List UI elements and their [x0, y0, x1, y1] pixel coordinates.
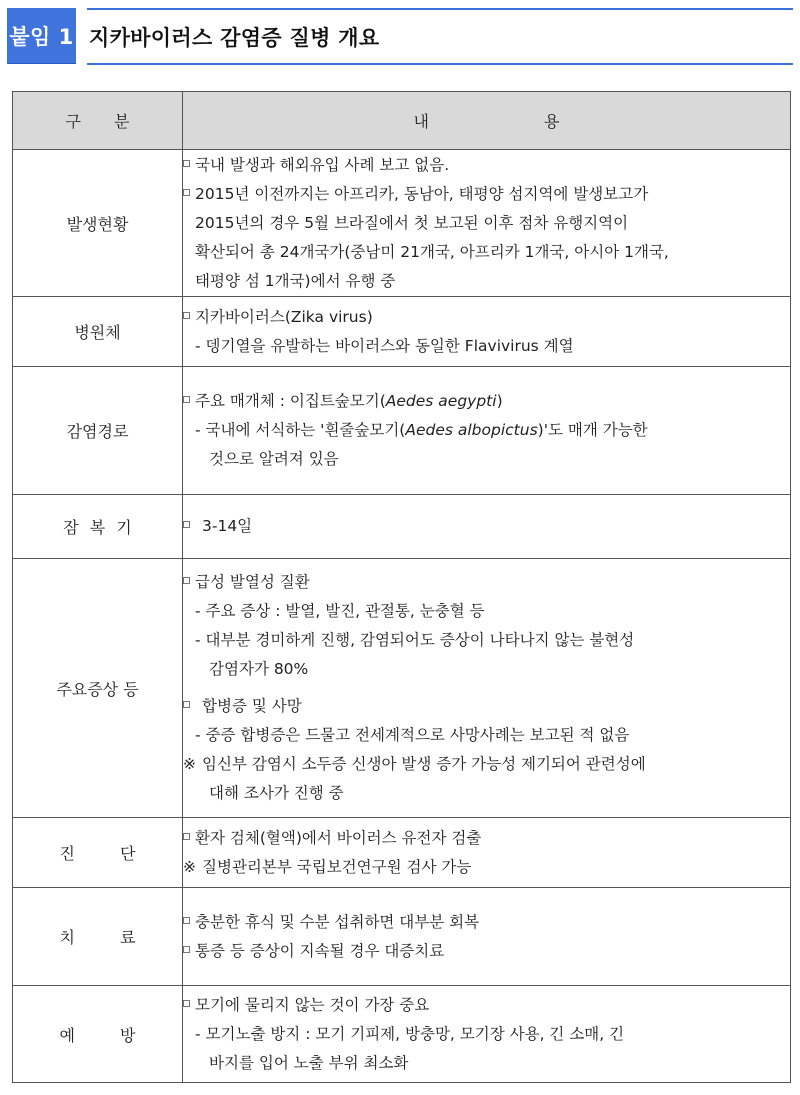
list-item: 합병증 및 사망: [183, 692, 790, 721]
sub-list-item: - 국내에 서식하는 '흰줄숲모기(Aedes albopictus)'도 매개 가능한: [195, 421, 648, 439]
column-header-content: 내 용: [183, 92, 791, 150]
square-bullet-icon: [183, 946, 190, 953]
row-label: 예 방: [13, 986, 183, 1083]
row-content: [183, 367, 791, 495]
row-content: [183, 150, 791, 297]
square-bullet-icon: [183, 521, 190, 528]
list-item: 통증 등 증상이 지속될 경우 대증치료: [183, 937, 790, 966]
table-row: [13, 559, 791, 818]
square-bullet-icon: [183, 189, 190, 196]
list-item: 국내 발생과 해외유입 사례 보고 없음.: [183, 151, 790, 180]
note-continuation: 대해 조사가 진행 중: [209, 784, 344, 802]
row-label: 주요증상 등: [13, 559, 183, 818]
row-content: [183, 559, 791, 818]
row-label: 발생현황: [13, 150, 183, 297]
sub-list-item: - 대부분 경미하게 진행, 감염되어도 증상이 나타나지 않는 불현성: [195, 631, 635, 649]
row-content: [183, 986, 791, 1083]
table-row: [13, 367, 791, 495]
reference-mark-icon: ※: [183, 857, 196, 876]
list-item: 지카바이러스(Zika virus): [183, 303, 790, 332]
list-item: 2015년 이전까지는 아프리카, 동남아, 태평양 섬지역에 발생보고가: [183, 180, 790, 209]
square-bullet-icon: [183, 312, 190, 319]
title-bar: [87, 8, 793, 65]
row-label: 병원체: [13, 297, 183, 367]
square-bullet-icon: [183, 917, 190, 924]
table-row: [13, 888, 791, 986]
row-content: [183, 297, 791, 367]
square-bullet-icon: [183, 1000, 190, 1007]
note-item: ※ 질병관리본부 국립보건연구원 검사 가능: [183, 857, 472, 876]
square-bullet-icon: [183, 396, 190, 403]
row-content: [183, 495, 791, 559]
sub-list-item-continuation: 감염자가 80%: [209, 660, 309, 678]
disease-overview-table: [12, 91, 791, 1083]
list-item: 3-14일: [183, 512, 790, 541]
table-row: [13, 495, 791, 559]
table-row: [13, 986, 791, 1083]
row-label: 진 단: [13, 818, 183, 888]
sub-list-item: - 뎅기열을 유발하는 바이러스와 동일한 Flavivirus 계열: [195, 336, 574, 355]
square-bullet-icon: [183, 577, 190, 584]
list-item: 환자 검체(혈액)에서 바이러스 유전자 검출: [183, 824, 790, 853]
row-content: [183, 818, 791, 888]
square-bullet-icon: [183, 701, 190, 708]
list-item-continuation: 2015년의 경우 5월 브라질에서 첫 보고된 이후 점차 유행지역이: [195, 213, 629, 232]
table-row: [13, 297, 791, 367]
list-item: 충분한 휴식 및 수분 섭취하면 대부분 회복: [183, 908, 790, 937]
reference-mark-icon: ※: [183, 755, 196, 773]
row-content: [183, 888, 791, 986]
square-bullet-icon: [183, 833, 190, 840]
row-label: 잠 복 기: [13, 495, 183, 559]
sub-list-item: - 주요 증상 : 발열, 발진, 관절통, 눈충혈 등: [195, 602, 485, 620]
row-label: 치 료: [13, 888, 183, 986]
table-header-row: [13, 92, 791, 150]
list-item: 급성 발열성 질환: [183, 568, 790, 597]
list-item-continuation: 태평양 섬 1개국)에서 유행 중: [195, 271, 396, 290]
note-item: ※ 임신부 감염시 소두증 신생아 발생 증가 가능성 제기되어 관련성에: [183, 755, 646, 773]
column-header-category: 구 분: [13, 92, 183, 150]
square-bullet-icon: [183, 160, 190, 167]
list-item: 주요 매개체 : 이집트숲모기(Aedes aegypti): [183, 387, 790, 416]
sub-list-item-continuation: 바지를 입어 노출 부위 최소화: [209, 1053, 409, 1072]
sub-list-item: - 중증 합병증은 드물고 전세계적으로 사망사례는 보고된 적 없음: [195, 726, 630, 744]
sub-list-item: - 모기노출 방지 : 모기 기피제, 방충망, 모기장 사용, 긴 소매, 긴: [195, 1024, 625, 1043]
page-title: 지카바이러스 감염증 질병 개요: [89, 25, 380, 50]
list-item: 모기에 물리지 않는 것이 가장 중요: [183, 991, 790, 1020]
list-item-continuation: 확산되어 총 24개국가(중남미 21개국, 아프리카 1개국, 아시아 1개국,: [195, 242, 669, 261]
row-label: 감염경로: [13, 367, 183, 495]
sub-list-item-continuation: 것으로 알려져 있음: [209, 450, 339, 468]
table-row: [13, 818, 791, 888]
table-row: [13, 150, 791, 297]
appendix-badge: 붙임 1: [7, 8, 76, 63]
spacer: [183, 684, 790, 692]
